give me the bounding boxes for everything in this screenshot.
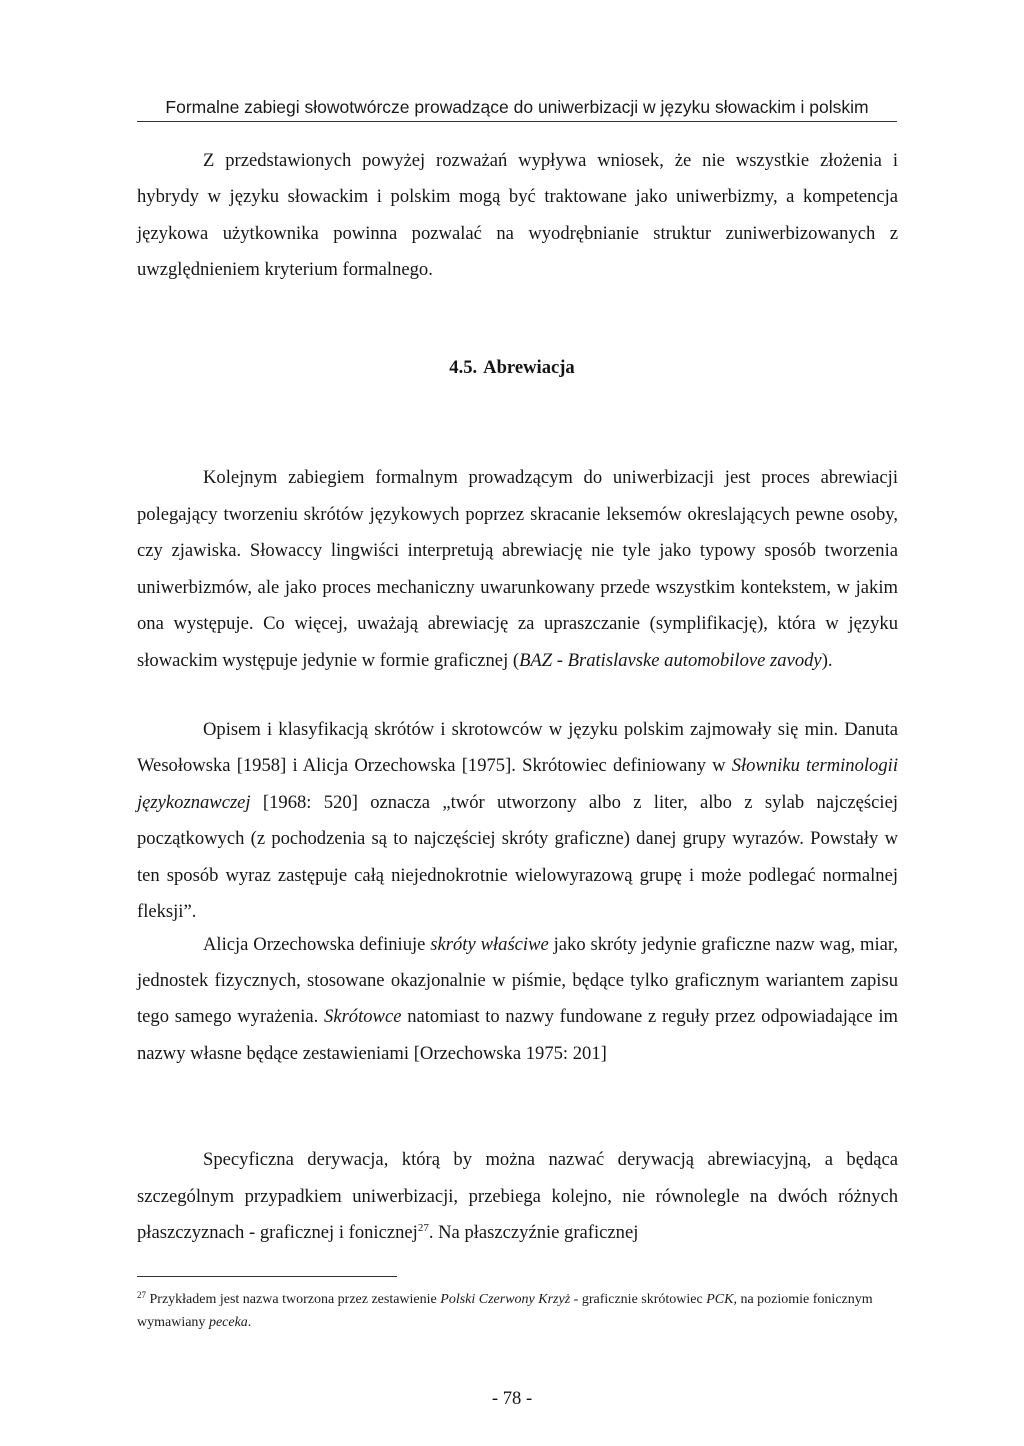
section-number: 4.5. bbox=[449, 357, 478, 378]
derivation-paragraph bbox=[137, 1142, 898, 1252]
footnote-rule bbox=[137, 1276, 397, 1277]
footnote-italic: PCK bbox=[706, 1292, 734, 1307]
paragraph-text: Opisem i klasyfikacją skrótów i skrotowców w języku polskim zajmowały się min. Danuta Wesołowska [1958] i Alicja Orzechowska [1975]. Skrótowiec definiowany w bbox=[137, 719, 898, 777]
footnote-text: Przykładem jest nazwa tworzona przez zestawienie bbox=[146, 1292, 441, 1307]
example-italic: BAZ - Bratislavske automobilove zavody bbox=[519, 649, 822, 671]
orzechowska-paragraph bbox=[137, 927, 898, 1072]
footnote-italic: Polski Czerwony Krzyż bbox=[440, 1292, 571, 1307]
term-italic: skróty właściwe bbox=[430, 934, 549, 955]
footnote-italic: peceka bbox=[208, 1315, 248, 1330]
footnote-text: , na poziomie fonicznym wymawiany bbox=[137, 1292, 873, 1330]
footnote-number: 27 bbox=[137, 1290, 146, 1300]
source-title-italic: Słowniku terminologii językoznawczej bbox=[137, 755, 898, 813]
paragraph-text: Kolejnym zabiegiem formalnym prowadzącym do uniwerbizacji jest proces abrewiacji polegający tworzeniu skrótów językowych poprzez skracanie leksemów okreslających pewne osoby, czy zjawiska. Słowaccy lingwiści interpretują abrewiację nie tyle jako typowy sposób tworzenia uniwerbizmów, ale jako proces mechaniczny uwarunkowany przede wszystkim kontekstem, w jakim ona występuje. Co więcej, uważają abrewiację za upraszczanie (symplifikację), która w języku słowackim występuje jedynie w formie graficznej ( bbox=[137, 467, 898, 671]
paragraph-text: natomiast to nazwy fundowane z reguły przez odpowiadające im nazwy własne będące zestawieniami [Orzechowska 1975: 201] bbox=[137, 1006, 898, 1064]
footnote bbox=[137, 1288, 898, 1334]
intro-paragraph bbox=[137, 143, 898, 288]
paragraph-text: . Na płaszczyźnie graficznej bbox=[428, 1222, 639, 1243]
page-number: - 78 - bbox=[491, 1388, 533, 1409]
section-title: Abrewiacja bbox=[483, 357, 575, 378]
term-italic: Skrótowce bbox=[324, 1006, 402, 1028]
running-head: Formalne zabiegi słowotwórcze prowadzące do uniwerbizacji w języku słowackim i polskim bbox=[165, 97, 869, 117]
paragraph-text: Specyficzna derywacja, którą by można nazwać derywacją abrewiacyjną, a będąca szczególnym przypadkiem uniwerbizacji, przebiega kolejno, nie równolegle na dwóch różnych płaszczyznach - graficznej i fonicznej bbox=[137, 1149, 898, 1243]
footnote-text: - graficznie skrótowiec bbox=[570, 1292, 707, 1307]
paragraph-text: [1968: 520] oznacza „twór utworzony albo z liter, albo z sylab najczęściej początkowych (z pochodzenia są to najczęściej skróty graficzne) danej grupy wyrazów. Powstały w ten sposób wyraz zastępuje całą niejednokrotnie wielowyrazową grupę i może podlegać normalnej fleksji”. bbox=[137, 791, 898, 923]
paragraph-text: Alicja Orzechowska definiuje bbox=[203, 934, 431, 955]
paragraph-text: ). bbox=[821, 649, 833, 671]
running-head-rule bbox=[137, 121, 897, 122]
footnote-reference[interactable]: 27 bbox=[417, 1222, 429, 1234]
footnote-text: . bbox=[247, 1315, 252, 1330]
intro-paragraph-text: Z przedstawionych powyżej rozważań wypływa wniosek, że nie wszystkie złożenia i hybrydy w języku słowackim i polskim mogą być traktowane jako uniwerbizmy, a kompetencja językowa użytkownika powinna pozwalać na wyodrębnianie struktur zuniwerbizowanych z uwzględnieniem kryterium formalnego. bbox=[137, 150, 898, 280]
section-heading bbox=[0, 356, 1024, 380]
paragraph-text: jako skróty jedynie graficzne nazw wag, miar, jednostek fizycznych, stosowane okazjonalnie w piśmie, będące tylko graficznym wariantem zapisu tego samego wyrażenia. bbox=[137, 934, 898, 1028]
classification-paragraph bbox=[137, 712, 898, 930]
abbreviation-definition-paragraph bbox=[137, 460, 898, 680]
